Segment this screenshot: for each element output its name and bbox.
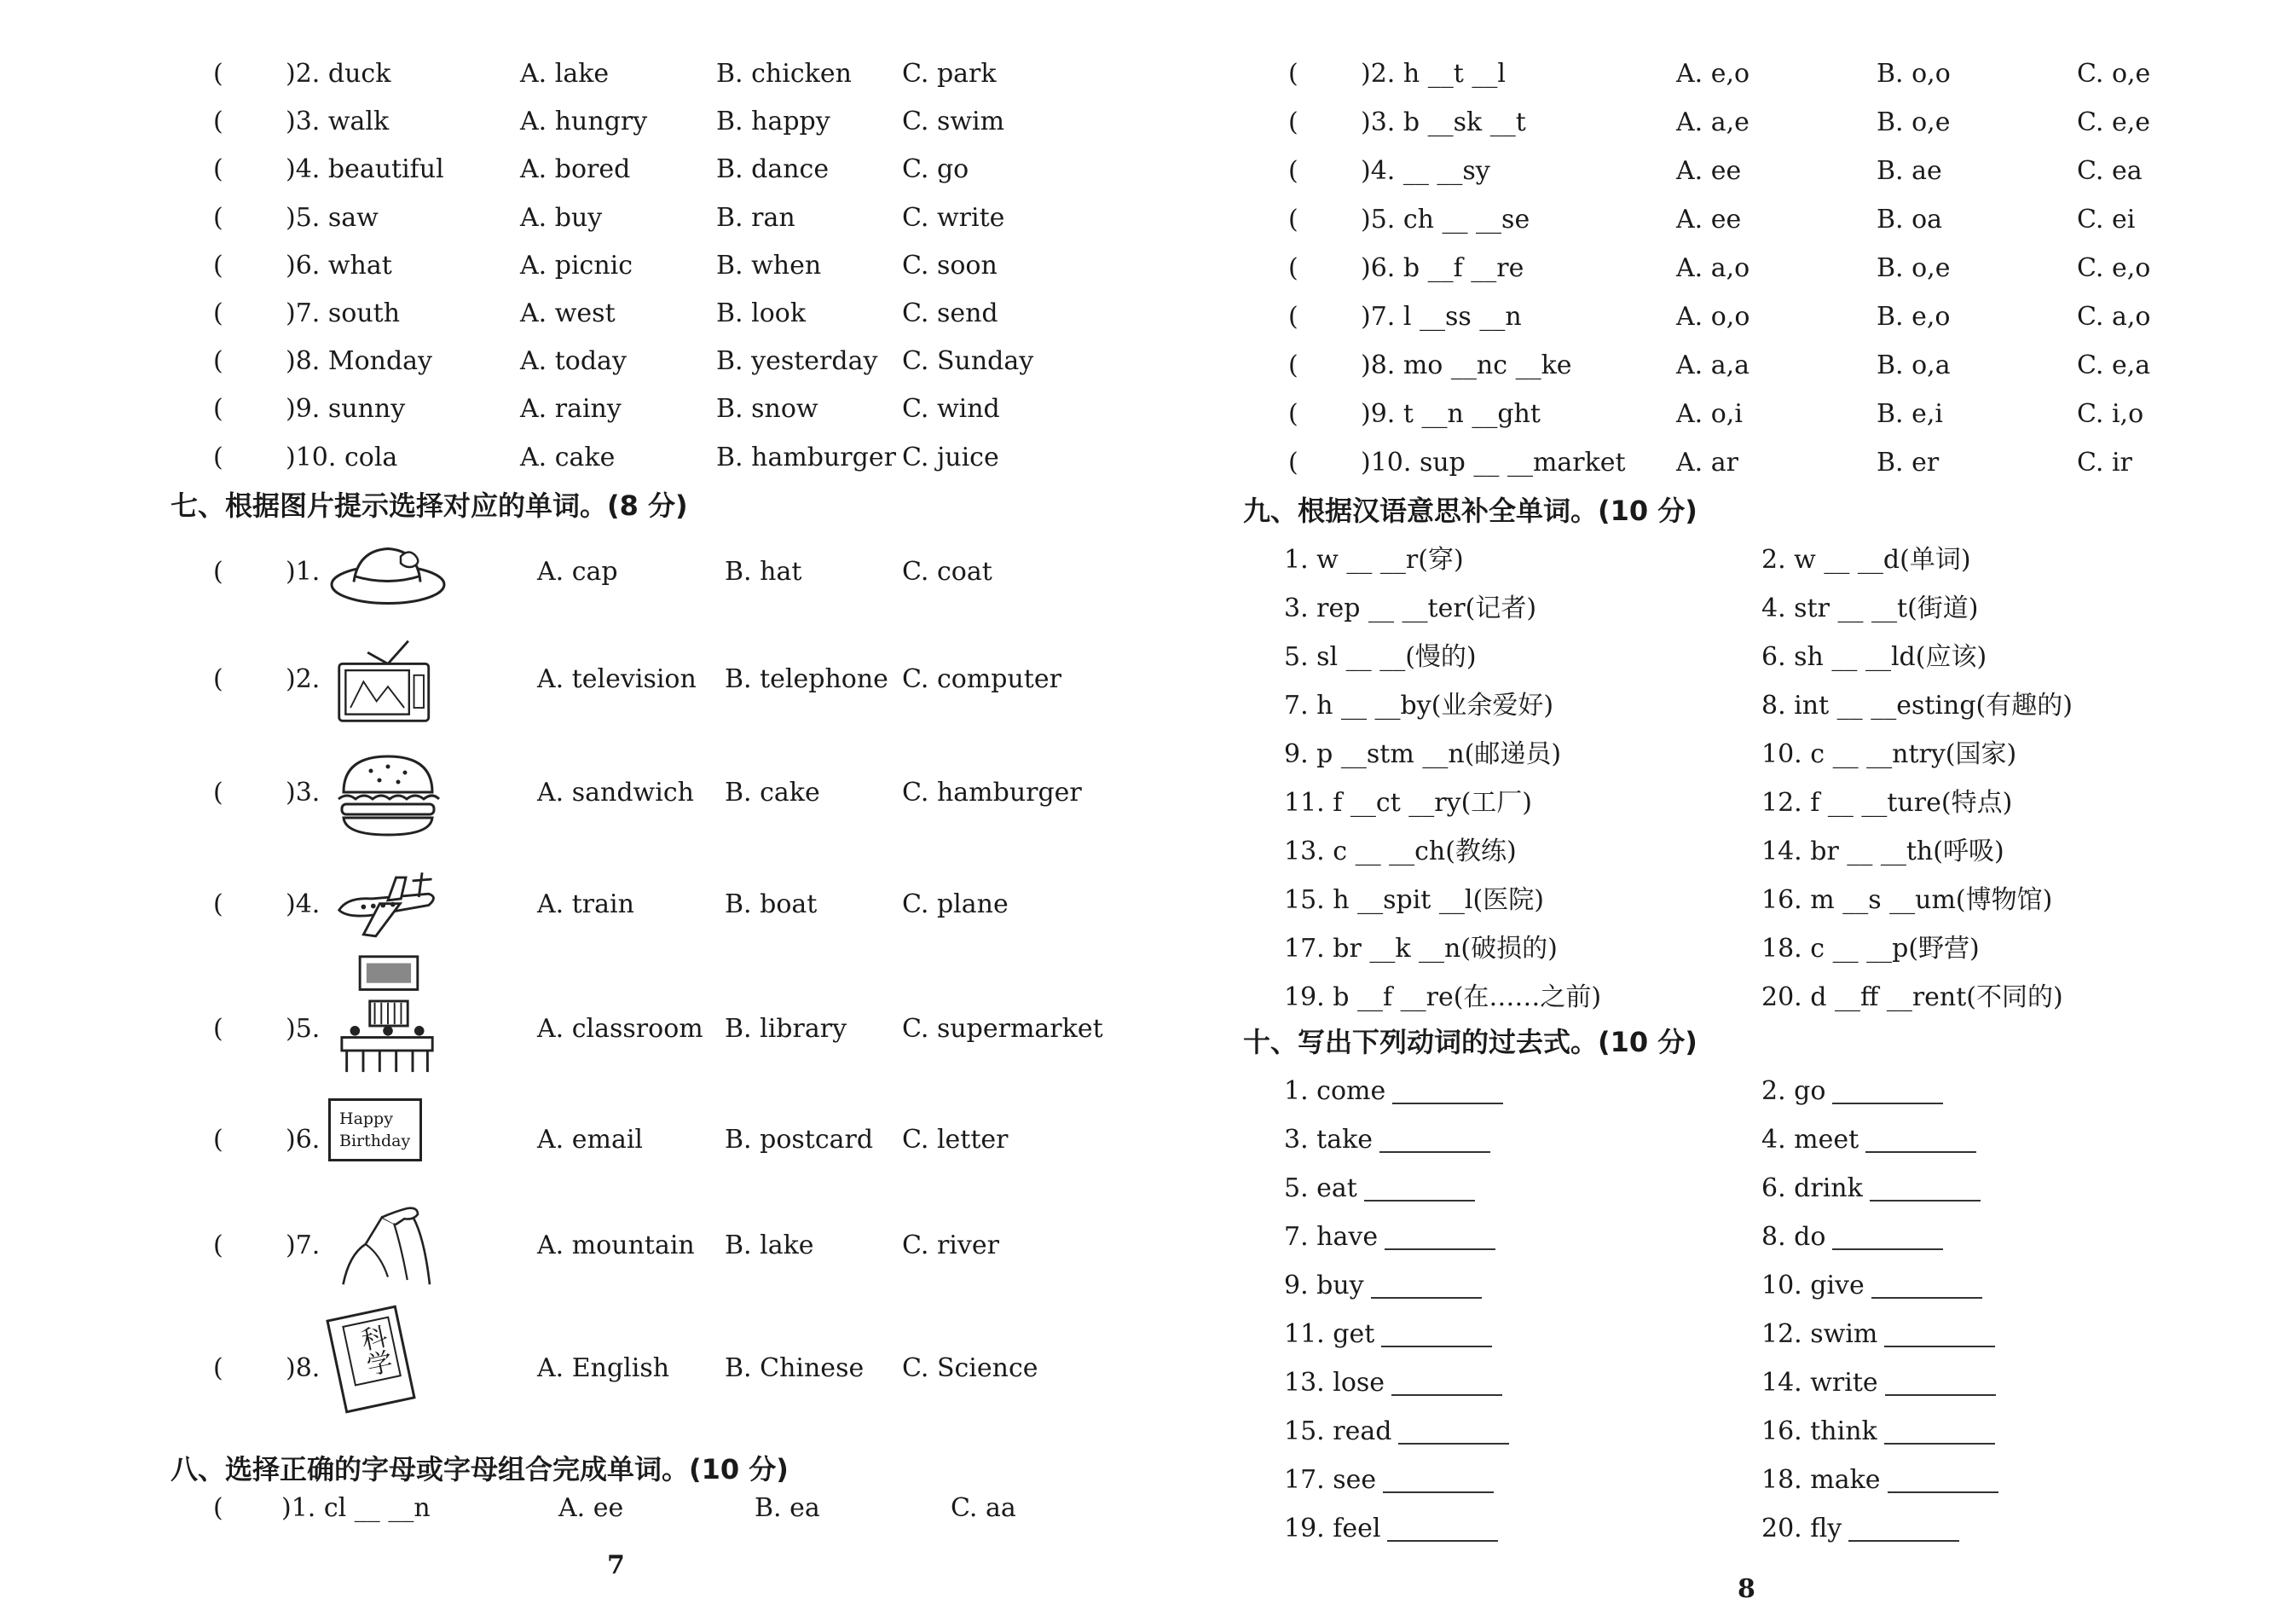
- option-b[interactable]: B. lake: [725, 1231, 814, 1260]
- past-tense-item: [1761, 1508, 1959, 1550]
- option-c[interactable]: C. swim: [902, 107, 1005, 137]
- option-b[interactable]: B. e,o: [1877, 302, 1951, 332]
- option-a[interactable]: A. rainy: [520, 394, 622, 425]
- verb-label: 15. read: [1284, 1416, 1392, 1446]
- answer-paren[interactable]: (: [1288, 107, 1298, 137]
- verb-label: 3. take: [1284, 1125, 1374, 1155]
- question-word: )10. sup __ __market: [1361, 448, 1626, 478]
- answer-line[interactable]: [1391, 1369, 1502, 1396]
- question-row: [213, 1225, 1066, 1267]
- science-book: [326, 1305, 415, 1413]
- verb-label: 8. do: [1761, 1222, 1826, 1252]
- answer-paren[interactable]: (: [1288, 205, 1298, 235]
- past-tense-item: [1284, 1265, 1482, 1307]
- question-word: )10. cola: [286, 442, 398, 472]
- option-b[interactable]: B. snow: [716, 394, 818, 425]
- question-row: [213, 1109, 1066, 1161]
- question-word: )6. what: [286, 250, 392, 281]
- question-row: [1288, 345, 2269, 387]
- answer-line[interactable]: [1381, 1320, 1492, 1347]
- question-row: [213, 883, 1066, 926]
- option-b[interactable]: B. hamburger: [716, 442, 896, 472]
- answer-paren[interactable]: (: [1288, 59, 1298, 89]
- question-row: [213, 437, 1066, 479]
- option-b[interactable]: B. e,i: [1877, 399, 1944, 429]
- option-c[interactable]: C. coat: [902, 557, 992, 587]
- question-word: )6.: [286, 1125, 321, 1155]
- option-a[interactable]: A. cap: [537, 557, 618, 587]
- option-b[interactable]: B. boat: [725, 889, 818, 919]
- verb-label: 2. go: [1761, 1076, 1826, 1106]
- book-title: 科学: [342, 1317, 402, 1387]
- option-c[interactable]: C. aa: [951, 1493, 1016, 1523]
- mountain-icon: [328, 1202, 448, 1292]
- verb-label: 9. buy: [1284, 1271, 1364, 1300]
- option-c[interactable]: C. juice: [902, 442, 999, 472]
- option-c[interactable]: C. Science: [902, 1353, 1038, 1383]
- option-a[interactable]: A. hungry: [520, 107, 648, 137]
- fill-word-item[interactable]: 15. h __spit __l(医院): [1284, 885, 1544, 915]
- option-a[interactable]: A. o,i: [1676, 399, 1743, 429]
- answer-line[interactable]: [1398, 1417, 1509, 1445]
- question-word: )5.: [286, 1014, 321, 1044]
- question-row: [213, 551, 1066, 594]
- option-a[interactable]: A. English: [537, 1353, 670, 1383]
- option-b[interactable]: B. postcard: [725, 1125, 874, 1155]
- answer-paren[interactable]: (: [213, 1014, 223, 1044]
- question-word: )2. duck: [286, 59, 391, 89]
- past-tense-item: [1284, 1459, 1494, 1502]
- fill-word-item[interactable]: 17. br __k __n(破损的): [1284, 934, 1558, 964]
- option-b[interactable]: B. Chinese: [725, 1353, 865, 1383]
- option-c[interactable]: C. park: [902, 59, 997, 89]
- card-text-line2: Birthday: [339, 1132, 411, 1150]
- option-b[interactable]: B. hat: [725, 557, 802, 587]
- hat-icon: [328, 529, 448, 618]
- verb-label: 14. write: [1761, 1368, 1878, 1398]
- option-a[interactable]: A. television: [537, 664, 697, 694]
- option-c[interactable]: C. letter: [902, 1125, 1009, 1155]
- question-row: [1288, 393, 2269, 436]
- answer-paren[interactable]: (: [1288, 448, 1298, 478]
- fill-word-item[interactable]: 5. sl __ __(慢的): [1284, 642, 1477, 672]
- option-a[interactable]: A. e,o: [1676, 59, 1750, 89]
- option-a[interactable]: A. ee: [1676, 156, 1742, 186]
- option-c[interactable]: C. ir: [2077, 448, 2132, 478]
- question-row: [213, 53, 1066, 96]
- past-tense-item: [1284, 1362, 1502, 1404]
- question-row: [1288, 101, 2269, 144]
- fill-word-item[interactable]: 20. d __ff __rent(不同的): [1761, 982, 2063, 1012]
- answer-line[interactable]: [1888, 1466, 1998, 1493]
- option-a[interactable]: A. a,o: [1676, 253, 1750, 283]
- verb-label: 13. lose: [1284, 1368, 1385, 1398]
- question-row: [213, 1008, 1103, 1051]
- question-word: )9. sunny: [286, 394, 406, 425]
- option-a[interactable]: A. train: [537, 889, 634, 919]
- past-tense-item: [1284, 1216, 1495, 1259]
- option-a[interactable]: A. picnic: [520, 250, 633, 281]
- answer-line[interactable]: [1364, 1174, 1475, 1202]
- option-a[interactable]: A. mountain: [537, 1231, 695, 1260]
- answer-line[interactable]: [1848, 1514, 1959, 1542]
- option-c[interactable]: C. wind: [902, 394, 1000, 425]
- answer-paren[interactable]: (: [213, 154, 223, 185]
- answer-paren[interactable]: (: [1288, 302, 1298, 332]
- past-tense-item: [1284, 1410, 1509, 1453]
- option-b[interactable]: B. when: [716, 250, 822, 281]
- question-row: [213, 340, 1066, 383]
- answer-paren[interactable]: (: [213, 250, 223, 281]
- past-tense-item: [1761, 1362, 1996, 1404]
- option-c[interactable]: C. e,e: [2077, 107, 2151, 137]
- option-c[interactable]: C. e,a: [2077, 350, 2151, 380]
- question-word: )3.: [286, 778, 321, 808]
- question-row: [213, 772, 1082, 814]
- question-word: )8. Monday: [286, 346, 433, 377]
- option-b[interactable]: B. o,o: [1877, 59, 1951, 89]
- option-c[interactable]: C. computer: [902, 664, 1061, 694]
- question-word: )4. beautiful: [286, 154, 444, 185]
- option-c[interactable]: C. plane: [902, 889, 1009, 919]
- answer-line[interactable]: [1870, 1174, 1981, 1202]
- science-book-icon: [328, 1312, 405, 1414]
- answer-line[interactable]: [1392, 1077, 1503, 1104]
- card-text-line1: Happy: [339, 1109, 393, 1128]
- answer-paren[interactable]: (: [213, 1125, 223, 1155]
- question-word: )7. south: [286, 298, 401, 328]
- fill-word-item[interactable]: 16. m __s __um(博物馆): [1761, 885, 2053, 915]
- past-tense-item: [1284, 1508, 1498, 1550]
- verb-label: 5. eat: [1284, 1173, 1357, 1203]
- fill-word-item[interactable]: 11. f __ct __ry(工厂): [1284, 788, 1532, 818]
- fill-word-item[interactable]: 2. w __ __d(单词): [1761, 545, 1971, 575]
- question-row: [213, 388, 1066, 431]
- answer-paren[interactable]: (: [1288, 253, 1298, 283]
- option-c[interactable]: C. send: [902, 298, 998, 328]
- fill-word-item[interactable]: 4. str __ __t(街道): [1761, 594, 1979, 623]
- section10-title: 十、写出下列动词的过去式。(10 分): [1243, 1026, 1697, 1058]
- question-word: )8. mo __nc __ke: [1361, 350, 1572, 380]
- question-word: )7.: [286, 1231, 321, 1260]
- answer-line[interactable]: [1832, 1077, 1943, 1104]
- option-b[interactable]: B. chicken: [716, 59, 852, 89]
- option-b[interactable]: B. o,e: [1877, 253, 1951, 283]
- option-a[interactable]: A. sandwich: [537, 778, 694, 808]
- past-tense-item: [1761, 1119, 1976, 1161]
- question-word: )1.: [286, 557, 321, 587]
- option-c[interactable]: C. soon: [902, 250, 998, 281]
- option-b[interactable]: B. ea: [755, 1493, 820, 1523]
- verb-label: 11. get: [1284, 1319, 1375, 1349]
- question-row: [1288, 53, 2269, 96]
- question-word: )5. ch __ __se: [1361, 205, 1530, 235]
- section8-title: 八、选择正确的字母或字母组合完成单词。(10 分): [171, 1453, 789, 1485]
- question-row: [1288, 247, 2269, 290]
- question-row: [213, 245, 1066, 287]
- option-a[interactable]: A. a,a: [1676, 350, 1750, 380]
- answer-paren[interactable]: (: [1288, 350, 1298, 380]
- option-b[interactable]: B. telephone: [725, 664, 888, 694]
- answer-paren[interactable]: (: [213, 298, 223, 328]
- option-c[interactable]: C. supermarket: [902, 1014, 1103, 1044]
- verb-label: 20. fly: [1761, 1514, 1842, 1543]
- option-a[interactable]: A. ee: [1676, 205, 1742, 235]
- option-c[interactable]: C. i,o: [2077, 399, 2144, 429]
- answer-paren[interactable]: (: [213, 889, 223, 919]
- verb-label: 4. meet: [1761, 1125, 1859, 1155]
- question-word: )6. b __f __re: [1361, 253, 1524, 283]
- question-row: [213, 292, 1066, 335]
- answer-line[interactable]: [1379, 1126, 1490, 1153]
- answer-paren[interactable]: (: [213, 1493, 223, 1523]
- option-b[interactable]: B. library: [725, 1014, 847, 1044]
- question-row: [213, 658, 1066, 701]
- option-a[interactable]: A. west: [520, 298, 616, 328]
- past-tense-item: [1761, 1216, 1943, 1259]
- option-a[interactable]: A. cake: [520, 442, 616, 472]
- past-tense-item: [1284, 1119, 1490, 1161]
- verb-label: 1. come: [1284, 1076, 1386, 1106]
- question-word: )9. t __n __ght: [1361, 399, 1541, 429]
- fill-word-item[interactable]: 12. f __ __ture(特点): [1761, 788, 2013, 818]
- past-tense-item: [1761, 1265, 1982, 1307]
- question-word: )3. b __sk __t: [1361, 107, 1526, 137]
- question-word: )2. h __t __l: [1361, 59, 1506, 89]
- verb-label: 12. swim: [1761, 1319, 1878, 1349]
- past-tense-item: [1761, 1167, 1981, 1210]
- verb-label: 17. see: [1284, 1465, 1377, 1495]
- page-number: 7: [607, 1550, 625, 1580]
- option-b[interactable]: B. happy: [716, 107, 830, 137]
- option-a[interactable]: A. email: [537, 1125, 644, 1155]
- fill-word-item[interactable]: 14. br __ __th(呼吸): [1761, 837, 2004, 866]
- answer-paren[interactable]: (: [213, 442, 223, 472]
- option-b[interactable]: B. dance: [716, 154, 830, 185]
- question-row: [213, 101, 1066, 143]
- answer-paren[interactable]: (: [1288, 399, 1298, 429]
- option-c[interactable]: C. a,o: [2077, 302, 2151, 332]
- verb-label: 6. drink: [1761, 1173, 1863, 1203]
- option-b[interactable]: B. er: [1877, 448, 1940, 478]
- section9-title: 九、根据汉语意思补全单词。(10 分): [1243, 495, 1697, 527]
- answer-paren[interactable]: (: [213, 59, 223, 89]
- right-page: [1148, 0, 2296, 1604]
- plane-icon: [328, 861, 448, 951]
- question-word: )3. walk: [286, 107, 390, 137]
- answer-paren[interactable]: (: [213, 1231, 223, 1260]
- question-word: )2.: [286, 664, 321, 694]
- option-a[interactable]: A. o,o: [1676, 302, 1750, 332]
- past-tense-item: [1761, 1410, 1995, 1453]
- question-row: [1288, 150, 2269, 193]
- answer-paren[interactable]: (: [213, 778, 223, 808]
- option-b[interactable]: B. cake: [725, 778, 820, 808]
- question-word: )1. cl __ __n: [281, 1493, 431, 1523]
- fill-word-item[interactable]: 19. b __f __re(在……之前): [1284, 982, 1602, 1012]
- past-tense-item: [1284, 1313, 1492, 1356]
- fill-word-item[interactable]: 3. rep __ __ter(记者): [1284, 594, 1537, 623]
- television-icon: [328, 636, 448, 726]
- question-row: [1288, 442, 2269, 484]
- option-c[interactable]: C. ei: [2077, 205, 2136, 235]
- answer-line[interactable]: [1371, 1271, 1482, 1299]
- fill-word-item[interactable]: 7. h __ __by(业余爱好): [1284, 691, 1554, 721]
- answer-paren[interactable]: (: [213, 1353, 223, 1383]
- answer-paren[interactable]: (: [213, 664, 223, 694]
- option-a[interactable]: A. bored: [520, 154, 631, 185]
- question-word: )8.: [286, 1353, 321, 1383]
- verb-label: 10. give: [1761, 1271, 1865, 1300]
- fill-word-item[interactable]: 8. int __ __esting(有趣的): [1761, 691, 2073, 721]
- question-row: [1288, 199, 2269, 241]
- option-b[interactable]: B. o,a: [1877, 350, 1951, 380]
- question-word: )4. __ __sy: [1361, 156, 1490, 186]
- answer-line[interactable]: [1387, 1514, 1498, 1542]
- question-row: [213, 148, 1066, 191]
- answer-paren[interactable]: (: [213, 557, 223, 587]
- past-tense-item: [1761, 1070, 1943, 1113]
- fill-word-item[interactable]: 13. c __ __ch(教练): [1284, 837, 1517, 866]
- question-row: [213, 197, 1066, 240]
- option-b[interactable]: B. ran: [716, 202, 795, 233]
- answer-line[interactable]: [1884, 1417, 1995, 1445]
- fill-word-item[interactable]: 1. w __ __r(穿): [1284, 545, 1464, 575]
- option-b[interactable]: B. yesterday: [716, 346, 878, 377]
- birthday-card-icon: [328, 1098, 426, 1168]
- section8-question-row: [213, 1487, 1066, 1530]
- past-tense-item: [1284, 1070, 1503, 1113]
- answer-line[interactable]: [1884, 1320, 1995, 1347]
- question-word: )5. saw: [286, 202, 379, 233]
- option-c[interactable]: C. river: [902, 1231, 999, 1260]
- option-a[interactable]: A. classroom: [537, 1014, 703, 1044]
- past-tense-item: [1284, 1167, 1475, 1210]
- birthday-card: [328, 1098, 422, 1161]
- past-tense-item: [1761, 1459, 1998, 1502]
- option-b[interactable]: B. o,e: [1877, 107, 1951, 137]
- answer-line[interactable]: [1385, 1223, 1495, 1250]
- verb-label: 18. make: [1761, 1465, 1881, 1495]
- answer-line[interactable]: [1832, 1223, 1943, 1250]
- option-a[interactable]: A. a,e: [1676, 107, 1749, 137]
- question-word: )4.: [286, 889, 321, 919]
- option-c[interactable]: C. hamburger: [902, 778, 1082, 808]
- answer-paren[interactable]: (: [1288, 156, 1298, 186]
- option-a[interactable]: A. today: [520, 346, 627, 377]
- answer-paren[interactable]: (: [213, 346, 223, 377]
- answer-line[interactable]: [1871, 1271, 1982, 1299]
- past-tense-item: [1761, 1313, 1995, 1356]
- option-a[interactable]: A. ee: [558, 1493, 624, 1523]
- option-b[interactable]: B. look: [716, 298, 807, 328]
- answer-line[interactable]: [1383, 1466, 1494, 1493]
- fill-word-item[interactable]: 6. sh __ __ld(应该): [1761, 642, 1987, 672]
- option-c[interactable]: C. write: [902, 202, 1005, 233]
- left-page: [0, 0, 1148, 1594]
- fill-word-item[interactable]: 9. p __stm __n(邮递员): [1284, 739, 1562, 769]
- answer-line[interactable]: [1865, 1126, 1976, 1153]
- option-c[interactable]: C. go: [902, 154, 969, 185]
- answer-paren[interactable]: (: [213, 107, 223, 137]
- question-word: )7. l __ss __n: [1361, 302, 1522, 332]
- option-a[interactable]: A. ar: [1676, 448, 1738, 478]
- option-c[interactable]: C. ea: [2077, 156, 2143, 186]
- option-b[interactable]: B. ae: [1877, 156, 1942, 186]
- section7-title: 七、根据图片提示选择对应的单词。(8 分): [171, 489, 688, 522]
- fill-word-item[interactable]: 18. c __ __p(野营): [1761, 934, 1980, 964]
- hamburger-icon: [328, 750, 448, 839]
- option-c[interactable]: C. o,e: [2077, 59, 2151, 89]
- answer-line[interactable]: [1885, 1369, 1996, 1396]
- option-a[interactable]: A. buy: [520, 202, 603, 233]
- verb-label: 7. have: [1284, 1222, 1379, 1252]
- verb-label: 19. feel: [1284, 1514, 1381, 1543]
- verb-label: 16. think: [1761, 1416, 1877, 1446]
- option-c[interactable]: C. e,o: [2077, 253, 2151, 283]
- page-number: 8: [1738, 1574, 1755, 1604]
- option-c[interactable]: C. Sunday: [902, 346, 1034, 377]
- classroom-icon: [328, 952, 448, 1075]
- question-row: [213, 1323, 1066, 1390]
- question-row: [1288, 296, 2269, 339]
- option-b[interactable]: B. oa: [1877, 205, 1943, 235]
- answer-paren[interactable]: (: [213, 202, 223, 233]
- fill-word-item[interactable]: 10. c __ __ntry(国家): [1761, 739, 2017, 769]
- answer-paren[interactable]: (: [213, 394, 223, 425]
- option-a[interactable]: A. lake: [520, 59, 610, 89]
